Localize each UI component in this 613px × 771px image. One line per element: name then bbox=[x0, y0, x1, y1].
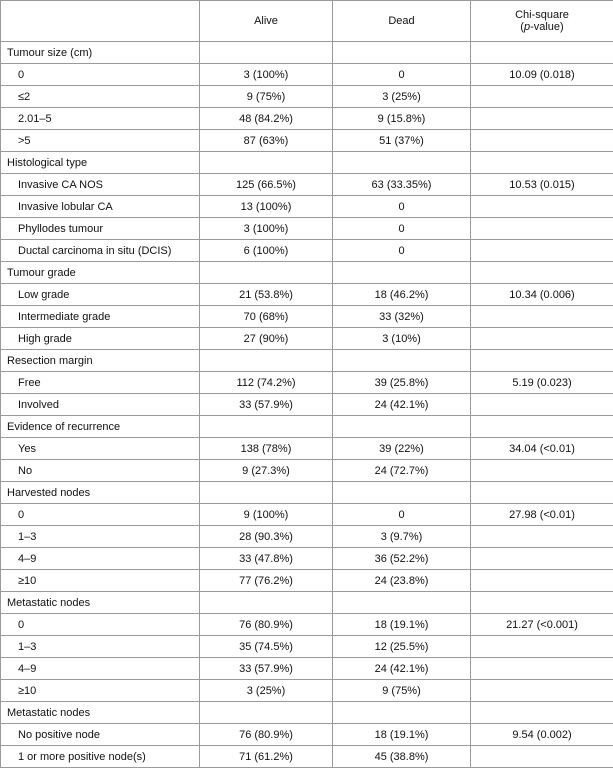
chi-square-cell bbox=[471, 328, 613, 350]
dead-cell: 0 bbox=[333, 218, 471, 240]
table-row bbox=[1, 636, 613, 658]
table-header bbox=[1, 1, 613, 42]
dead-cell: 39 (22%) bbox=[333, 438, 471, 460]
table-row bbox=[1, 196, 613, 218]
chi-square-cell: 27.98 (<0.01) bbox=[471, 504, 613, 526]
alive-cell: 87 (63%) bbox=[200, 130, 333, 152]
chi-square-cell: 10.34 (0.006) bbox=[471, 284, 613, 306]
table-row bbox=[1, 504, 613, 526]
alive-cell: 21 (53.8%) bbox=[200, 284, 333, 306]
row-label: Intermediate grade bbox=[1, 306, 200, 328]
row-label: 0 bbox=[1, 504, 200, 526]
row-label: No bbox=[1, 460, 200, 482]
alive-cell: 35 (74.5%) bbox=[200, 636, 333, 658]
section-empty-chi bbox=[471, 416, 613, 438]
table-row bbox=[1, 570, 613, 592]
row-label: Low grade bbox=[1, 284, 200, 306]
table-row bbox=[1, 746, 613, 768]
dead-cell: 0 bbox=[333, 240, 471, 262]
dead-cell: 24 (42.1%) bbox=[333, 394, 471, 416]
alive-cell: 138 (78%) bbox=[200, 438, 333, 460]
table-row bbox=[1, 108, 613, 130]
chi-square-cell bbox=[471, 130, 613, 152]
row-label: ≥10 bbox=[1, 570, 200, 592]
dead-cell: 33 (32%) bbox=[333, 306, 471, 328]
chi-square-cell bbox=[471, 636, 613, 658]
section-empty-alive bbox=[200, 592, 333, 614]
alive-cell: 33 (57.9%) bbox=[200, 394, 333, 416]
chi-square-cell bbox=[471, 306, 613, 328]
section-empty-chi bbox=[471, 592, 613, 614]
header-chi-paren-open: ( bbox=[520, 21, 524, 33]
header-blank-cell bbox=[1, 1, 200, 42]
alive-cell: 3 (100%) bbox=[200, 64, 333, 86]
section-title: Evidence of recurrence bbox=[1, 416, 200, 438]
section-empty-dead bbox=[333, 42, 471, 64]
dead-cell: 24 (42.1%) bbox=[333, 658, 471, 680]
chi-square-cell bbox=[471, 394, 613, 416]
chi-square-cell bbox=[471, 108, 613, 130]
chi-square-cell bbox=[471, 680, 613, 702]
dead-cell: 45 (38.8%) bbox=[333, 746, 471, 768]
alive-cell: 9 (75%) bbox=[200, 86, 333, 108]
alive-cell: 33 (57.9%) bbox=[200, 658, 333, 680]
chi-square-cell bbox=[471, 218, 613, 240]
row-label: ≤2 bbox=[1, 86, 200, 108]
dead-cell: 3 (25%) bbox=[333, 86, 471, 108]
table-row bbox=[1, 86, 613, 108]
table-row bbox=[1, 284, 613, 306]
header-chi-line1: Chi-square bbox=[515, 9, 569, 21]
section-title: Harvested nodes bbox=[1, 482, 200, 504]
row-label: 4–9 bbox=[1, 548, 200, 570]
alive-cell: 13 (100%) bbox=[200, 196, 333, 218]
table-row bbox=[1, 724, 613, 746]
dead-cell: 63 (33.35%) bbox=[333, 174, 471, 196]
section-empty-dead bbox=[333, 482, 471, 504]
section-empty-alive bbox=[200, 702, 333, 724]
chi-square-cell: 5.19 (0.023) bbox=[471, 372, 613, 394]
alive-cell: 77 (76.2%) bbox=[200, 570, 333, 592]
section-empty-alive bbox=[200, 416, 333, 438]
alive-cell: 76 (80.9%) bbox=[200, 614, 333, 636]
section-empty-chi bbox=[471, 42, 613, 64]
section-empty-dead bbox=[333, 262, 471, 284]
dead-cell: 18 (19.1%) bbox=[333, 724, 471, 746]
header-chi-square bbox=[471, 1, 613, 42]
row-label: 1–3 bbox=[1, 526, 200, 548]
section-title: Tumour size (cm) bbox=[1, 42, 200, 64]
table-row bbox=[1, 372, 613, 394]
dead-cell: 39 (25.8%) bbox=[333, 372, 471, 394]
chi-square-cell bbox=[471, 658, 613, 680]
section-title: Metastatic nodes bbox=[1, 702, 200, 724]
alive-cell: 3 (100%) bbox=[200, 218, 333, 240]
alive-cell: 70 (68%) bbox=[200, 306, 333, 328]
dead-cell: 24 (23.8%) bbox=[333, 570, 471, 592]
chi-square-cell: 21.27 (<0.001) bbox=[471, 614, 613, 636]
section-header-row bbox=[1, 416, 613, 438]
dead-cell: 0 bbox=[333, 196, 471, 218]
row-label: High grade bbox=[1, 328, 200, 350]
section-empty-alive bbox=[200, 482, 333, 504]
table-row bbox=[1, 658, 613, 680]
alive-cell: 71 (61.2%) bbox=[200, 746, 333, 768]
section-header-row bbox=[1, 702, 613, 724]
alive-cell: 9 (100%) bbox=[200, 504, 333, 526]
dead-cell: 24 (72.7%) bbox=[333, 460, 471, 482]
alive-cell: 6 (100%) bbox=[200, 240, 333, 262]
dead-cell: 12 (25.5%) bbox=[333, 636, 471, 658]
section-empty-alive bbox=[200, 152, 333, 174]
section-empty-dead bbox=[333, 152, 471, 174]
section-header-row bbox=[1, 262, 613, 284]
section-empty-chi bbox=[471, 482, 613, 504]
table-row bbox=[1, 548, 613, 570]
section-empty-dead bbox=[333, 350, 471, 372]
chi-square-cell: 10.09 (0.018) bbox=[471, 64, 613, 86]
chi-square-cell bbox=[471, 526, 613, 548]
section-header-row bbox=[1, 592, 613, 614]
section-title: Metastatic nodes bbox=[1, 592, 200, 614]
alive-cell: 33 (47.8%) bbox=[200, 548, 333, 570]
alive-cell: 9 (27.3%) bbox=[200, 460, 333, 482]
row-label: Ductal carcinoma in situ (DCIS) bbox=[1, 240, 200, 262]
row-label: 2.01–5 bbox=[1, 108, 200, 130]
alive-cell: 125 (66.5%) bbox=[200, 174, 333, 196]
chi-square-cell bbox=[471, 196, 613, 218]
row-label: 4–9 bbox=[1, 658, 200, 680]
table-row bbox=[1, 240, 613, 262]
section-title: Histological type bbox=[1, 152, 200, 174]
header-chi-p: p bbox=[523, 21, 531, 33]
section-empty-dead bbox=[333, 592, 471, 614]
chi-square-cell bbox=[471, 460, 613, 482]
row-label: Invasive lobular CA bbox=[1, 196, 200, 218]
section-header-row bbox=[1, 482, 613, 504]
table-row bbox=[1, 174, 613, 196]
dead-cell: 0 bbox=[333, 504, 471, 526]
section-header-row bbox=[1, 42, 613, 64]
row-label: >5 bbox=[1, 130, 200, 152]
table-row bbox=[1, 218, 613, 240]
dead-cell: 9 (15.8%) bbox=[333, 108, 471, 130]
table-body bbox=[1, 42, 613, 768]
section-header-row bbox=[1, 350, 613, 372]
row-label: ≥10 bbox=[1, 680, 200, 702]
row-label: Yes bbox=[1, 438, 200, 460]
section-empty-alive bbox=[200, 350, 333, 372]
alive-cell: 3 (25%) bbox=[200, 680, 333, 702]
section-header-row bbox=[1, 152, 613, 174]
table-row bbox=[1, 328, 613, 350]
table-row bbox=[1, 438, 613, 460]
chi-square-cell bbox=[471, 240, 613, 262]
section-empty-alive bbox=[200, 262, 333, 284]
section-empty-chi bbox=[471, 152, 613, 174]
dead-cell: 0 bbox=[333, 64, 471, 86]
dead-cell: 3 (10%) bbox=[333, 328, 471, 350]
row-label: Invasive CA NOS bbox=[1, 174, 200, 196]
section-title: Resection margin bbox=[1, 350, 200, 372]
row-label: Phyllodes tumour bbox=[1, 218, 200, 240]
section-empty-chi bbox=[471, 350, 613, 372]
dead-cell: 18 (46.2%) bbox=[333, 284, 471, 306]
section-empty-dead bbox=[333, 416, 471, 438]
dead-cell: 9 (75%) bbox=[333, 680, 471, 702]
table-row bbox=[1, 306, 613, 328]
row-label: Involved bbox=[1, 394, 200, 416]
table-row bbox=[1, 680, 613, 702]
dead-cell: 36 (52.2%) bbox=[333, 548, 471, 570]
table-row bbox=[1, 394, 613, 416]
chi-square-cell bbox=[471, 548, 613, 570]
table-row bbox=[1, 526, 613, 548]
alive-cell: 48 (84.2%) bbox=[200, 108, 333, 130]
section-empty-alive bbox=[200, 42, 333, 64]
section-empty-chi bbox=[471, 702, 613, 724]
row-label: 1 or more positive node(s) bbox=[1, 746, 200, 768]
row-label: Free bbox=[1, 372, 200, 394]
table-row bbox=[1, 460, 613, 482]
chi-square-cell: 34.04 (<0.01) bbox=[471, 438, 613, 460]
chi-square-cell: 9.54 (0.002) bbox=[471, 724, 613, 746]
table-row bbox=[1, 614, 613, 636]
alive-cell: 27 (90%) bbox=[200, 328, 333, 350]
row-label: No positive node bbox=[1, 724, 200, 746]
chi-square-cell bbox=[471, 86, 613, 108]
header-row bbox=[1, 1, 613, 42]
chi-square-cell bbox=[471, 746, 613, 768]
header-chi-rest: -value) bbox=[530, 21, 564, 33]
section-empty-chi bbox=[471, 262, 613, 284]
header-alive: Alive bbox=[200, 1, 333, 42]
table-row bbox=[1, 64, 613, 86]
chi-square-cell: 10.53 (0.015) bbox=[471, 174, 613, 196]
row-label: 1–3 bbox=[1, 636, 200, 658]
table-row bbox=[1, 130, 613, 152]
dead-cell: 3 (9.7%) bbox=[333, 526, 471, 548]
row-label: 0 bbox=[1, 614, 200, 636]
section-title: Tumour grade bbox=[1, 262, 200, 284]
alive-cell: 112 (74.2%) bbox=[200, 372, 333, 394]
chi-square-cell bbox=[471, 570, 613, 592]
alive-cell: 28 (90.3%) bbox=[200, 526, 333, 548]
dead-cell: 18 (19.1%) bbox=[333, 614, 471, 636]
dead-cell: 51 (37%) bbox=[333, 130, 471, 152]
alive-cell: 76 (80.9%) bbox=[200, 724, 333, 746]
header-dead: Dead bbox=[333, 1, 471, 42]
section-empty-dead bbox=[333, 702, 471, 724]
row-label: 0 bbox=[1, 64, 200, 86]
